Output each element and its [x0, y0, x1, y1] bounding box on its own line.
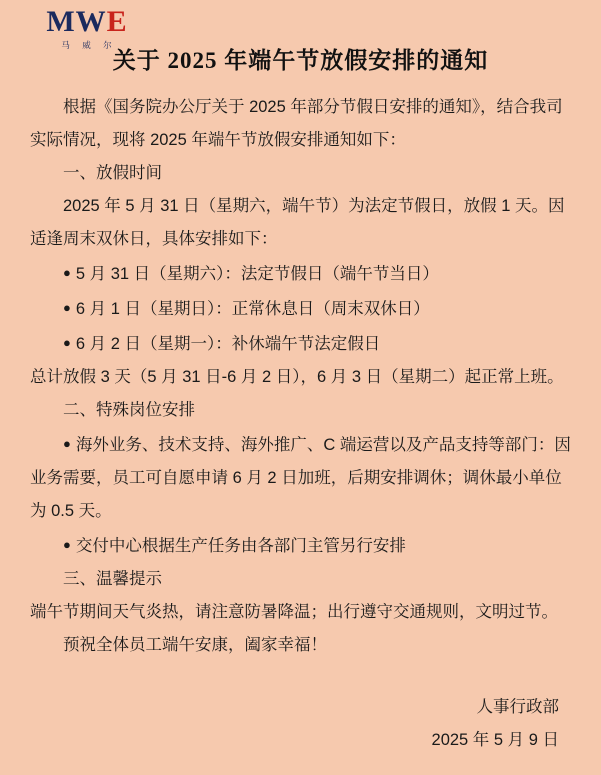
- logo-wordmark: [32, 6, 142, 38]
- section-2-heading: 二、特殊岗位安排: [63, 401, 195, 419]
- intro-paragraph: 根据《国务院办公厅关于 2025 年部分节假日安排的通知》，结合我司实际情况，现将 2025 年端午节放假安排通知如下：: [30, 98, 563, 149]
- logo-wordmark-prefix: MW: [46, 5, 107, 38]
- list-item: [30, 291, 571, 326]
- list-item-label: 6 月 2 日（星期一）：补休端午节法定假日: [75, 335, 381, 353]
- signature-department: 人事行政部: [476, 698, 559, 716]
- section-1-paragraph: 2025 年 5 月 31 日（星期六，端午节）为法定节假日，放假 1 天。因适逢周末双休日，具体安排如下：: [30, 197, 565, 248]
- section-1-heading: 一、放假时间: [63, 164, 162, 182]
- list-item-label: 海外业务、技术支持、海外推广、C 端运营以及产品支持等部门：因业务需要，员工可自愿申请 6 月 2 日加班，后期安排调休；调休最小单位为 0.5 天。: [30, 436, 571, 520]
- page-title: 关于 2025 年端午节放假安排的通知: [112, 48, 489, 73]
- section-3-heading: 三、温馨提示: [63, 570, 162, 588]
- list-item: [30, 427, 571, 528]
- list-item-label: 5 月 31 日（星期六）：法定节假日（端午节当日）: [75, 265, 439, 283]
- bullet-icon: ●: [63, 335, 71, 350]
- signature-block: [432, 691, 559, 757]
- list-item: [30, 528, 571, 563]
- bullet-icon: ●: [63, 436, 71, 451]
- section-1-summary: 总计放假 3 天（5 月 31 日-6 月 2 日），6 月 3 日（星期二）起正常上班。: [30, 368, 564, 386]
- section-3-paragraph-2: 预祝全体员工端午安康，阖家幸福！: [63, 636, 327, 654]
- company-logo: [32, 6, 142, 51]
- list-item: [30, 326, 571, 361]
- logo-wordmark-accent: E: [106, 5, 128, 38]
- logo-subtext: 马 威 尔: [61, 39, 117, 50]
- section-3-paragraph-1: 端午节期间天气炎热，请注意防暑降温；出行遵守交通规则，文明过节。: [30, 603, 558, 621]
- list-item-label: 交付中心根据生产任务由各部门主管另行安排: [75, 537, 406, 555]
- bullet-icon: ●: [63, 265, 71, 280]
- bullet-icon: ●: [63, 537, 71, 552]
- list-item-label: 6 月 1 日（星期日）：正常休息日（周末双休日）: [75, 300, 430, 318]
- signature-date: 2025 年 5 月 9 日: [431, 731, 559, 749]
- document-body: [18, 81, 583, 662]
- bullet-icon: ●: [63, 300, 71, 315]
- list-item: [30, 256, 571, 291]
